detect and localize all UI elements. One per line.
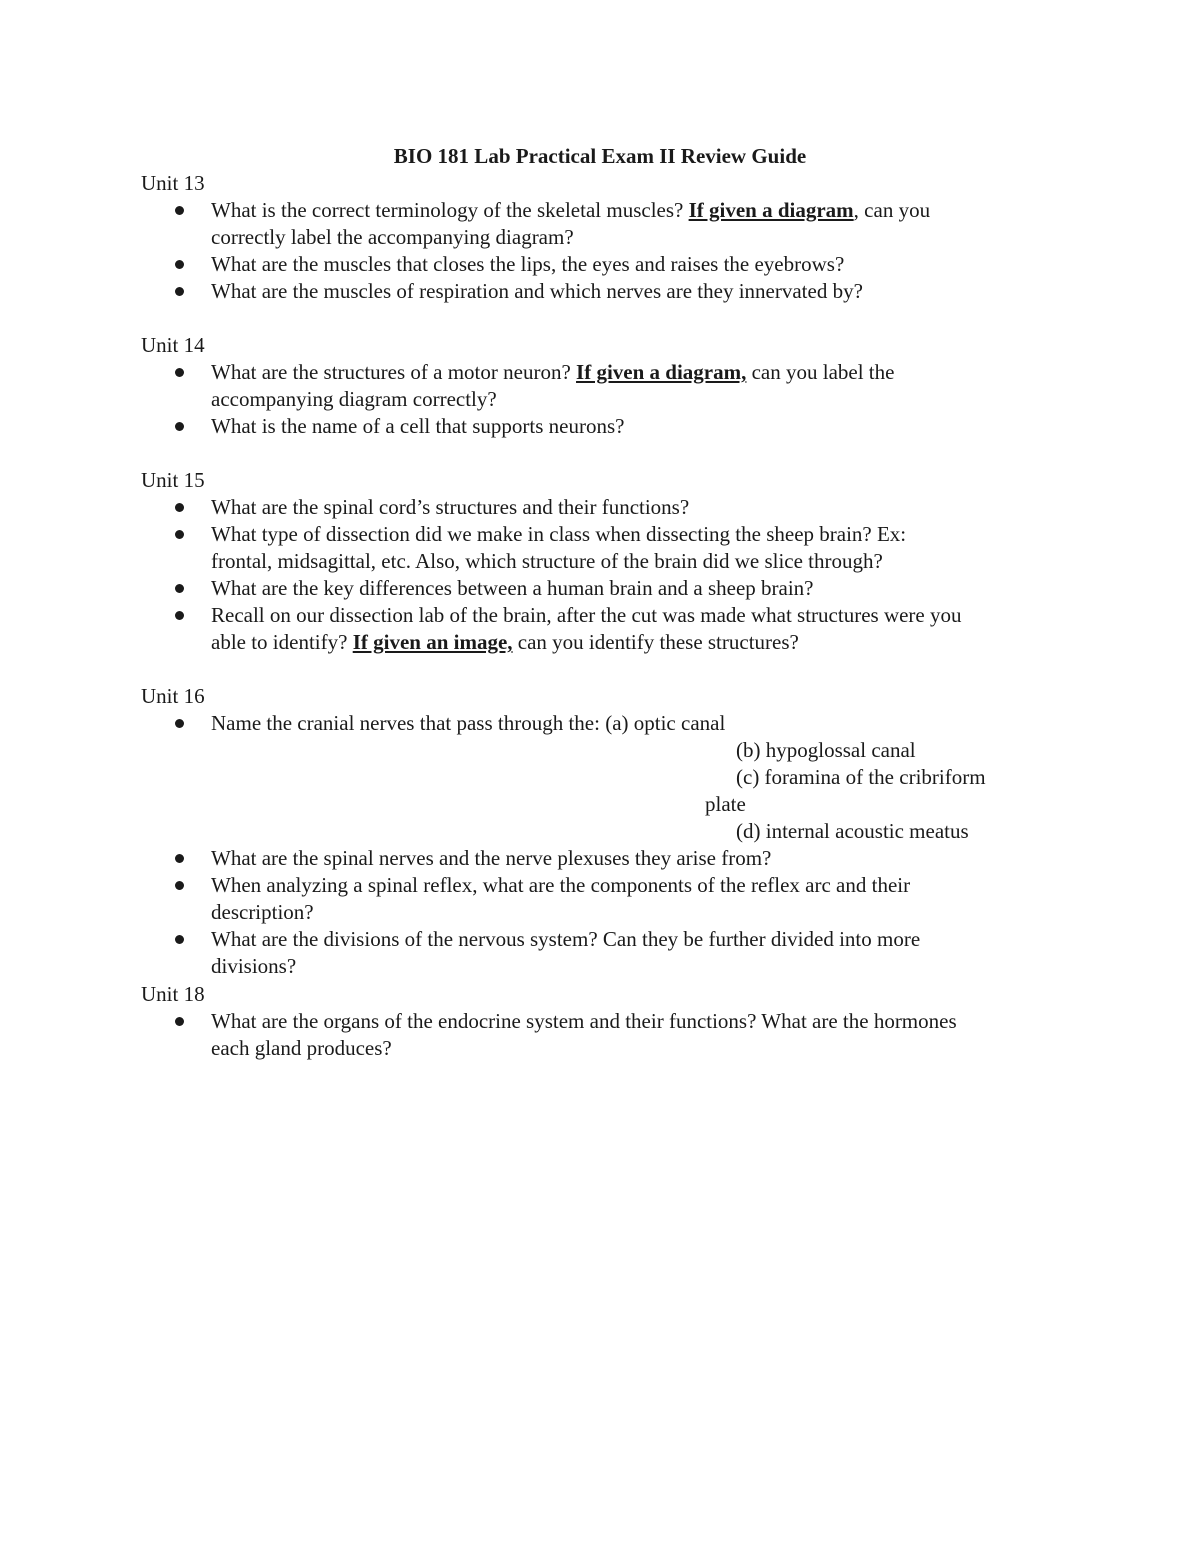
list-item [211, 413, 1061, 440]
list-item [211, 494, 1061, 521]
list-item [211, 926, 1061, 980]
list-item [211, 278, 1061, 305]
list-item-line: each gland produces? [211, 1036, 392, 1060]
bullet-icon [175, 854, 184, 863]
list-item-line: correctly label the accompanying diagram? [211, 225, 574, 249]
list-item-line: accompanying diagram correctly? [211, 387, 497, 411]
sub-option-c-continued: plate [705, 792, 746, 816]
bullet-icon [175, 1017, 184, 1026]
sub-option-c: (c) foramina of the cribriform [736, 765, 986, 789]
list-item-line: Recall on our dissection lab of the brain, after the cut was made what structures were you [211, 603, 962, 627]
list-item-line: When analyzing a spinal reflex, what are the components of the reflex arc and their [211, 873, 911, 897]
bullet-icon [175, 881, 184, 890]
emphasis-text: If given an image, [352, 630, 513, 654]
list-item [211, 1008, 1061, 1062]
bullet-icon [175, 287, 184, 296]
sub-option-d: (d) internal acoustic meatus [736, 819, 969, 843]
bullet-icon [175, 206, 184, 215]
list-item-line: Name the cranial nerves that pass through the: (a) optic canal [211, 711, 726, 735]
sub-option-b: (b) hypoglossal canal [736, 738, 916, 762]
bullet-icon [175, 935, 184, 944]
bullet-icon [175, 503, 184, 512]
list-item [211, 521, 1061, 575]
list-item [211, 359, 1061, 413]
unit-15-heading: Unit 15 [141, 468, 205, 492]
list-item [211, 251, 1061, 278]
list-item-line: What are the muscles that closes the lips, the eyes and raises the eyebrows? [211, 252, 845, 276]
unit-16-heading: Unit 16 [141, 684, 205, 708]
list-item-line: What are the divisions of the nervous system? Can they be further divided into more [211, 927, 921, 951]
bullet-icon [175, 530, 184, 539]
list-item [211, 872, 1061, 926]
list-item-line: What are the spinal nerves and the nerve plexuses they arise from? [211, 846, 772, 870]
list-item [211, 845, 1061, 872]
bullet-icon [175, 422, 184, 431]
list-item-line: What are the key differences between a human brain and a sheep brain? [211, 576, 814, 600]
list-item [211, 197, 1061, 251]
unit-13-heading: Unit 13 [141, 171, 205, 195]
unit-14-heading: Unit 14 [141, 333, 205, 357]
bullet-icon [175, 260, 184, 269]
emphasis-text: If given a diagram [688, 198, 854, 222]
list-item [211, 710, 1061, 737]
list-item-line: What are the muscles of respiration and which nerves are they innervated by? [211, 279, 863, 303]
list-item-line: divisions? [211, 954, 297, 978]
list-item [211, 602, 1061, 656]
bullet-icon [175, 584, 184, 593]
unit-18-heading: Unit 18 [141, 982, 205, 1006]
list-item-line: What are the structures of a motor neuron? If given a diagram, can you label the [211, 360, 895, 384]
bullet-icon [175, 611, 184, 620]
list-item [211, 575, 1061, 602]
list-item-line: What type of dissection did we make in class when dissecting the sheep brain? Ex: [211, 522, 907, 546]
list-item-line: What are the organs of the endocrine system and their functions? What are the hormones [211, 1009, 957, 1033]
emphasis-text: If given a diagram, [576, 360, 747, 384]
document-title: BIO 181 Lab Practical Exam II Review Guide [393, 144, 807, 168]
list-item-line: What are the spinal cord’s structures and their functions? [211, 495, 690, 519]
list-item-line: able to identify? If given an image, can you identify these structures? [211, 630, 799, 654]
bullet-icon [175, 368, 184, 377]
list-item-line: frontal, midsagittal, etc. Also, which structure of the brain did we slice through? [211, 549, 883, 573]
list-item-line: What is the correct terminology of the skeletal muscles? If given a diagram, can you [211, 198, 931, 222]
list-item-line: What is the name of a cell that supports neurons? [211, 414, 625, 438]
list-item-line: description? [211, 900, 314, 924]
bullet-icon [175, 719, 184, 728]
